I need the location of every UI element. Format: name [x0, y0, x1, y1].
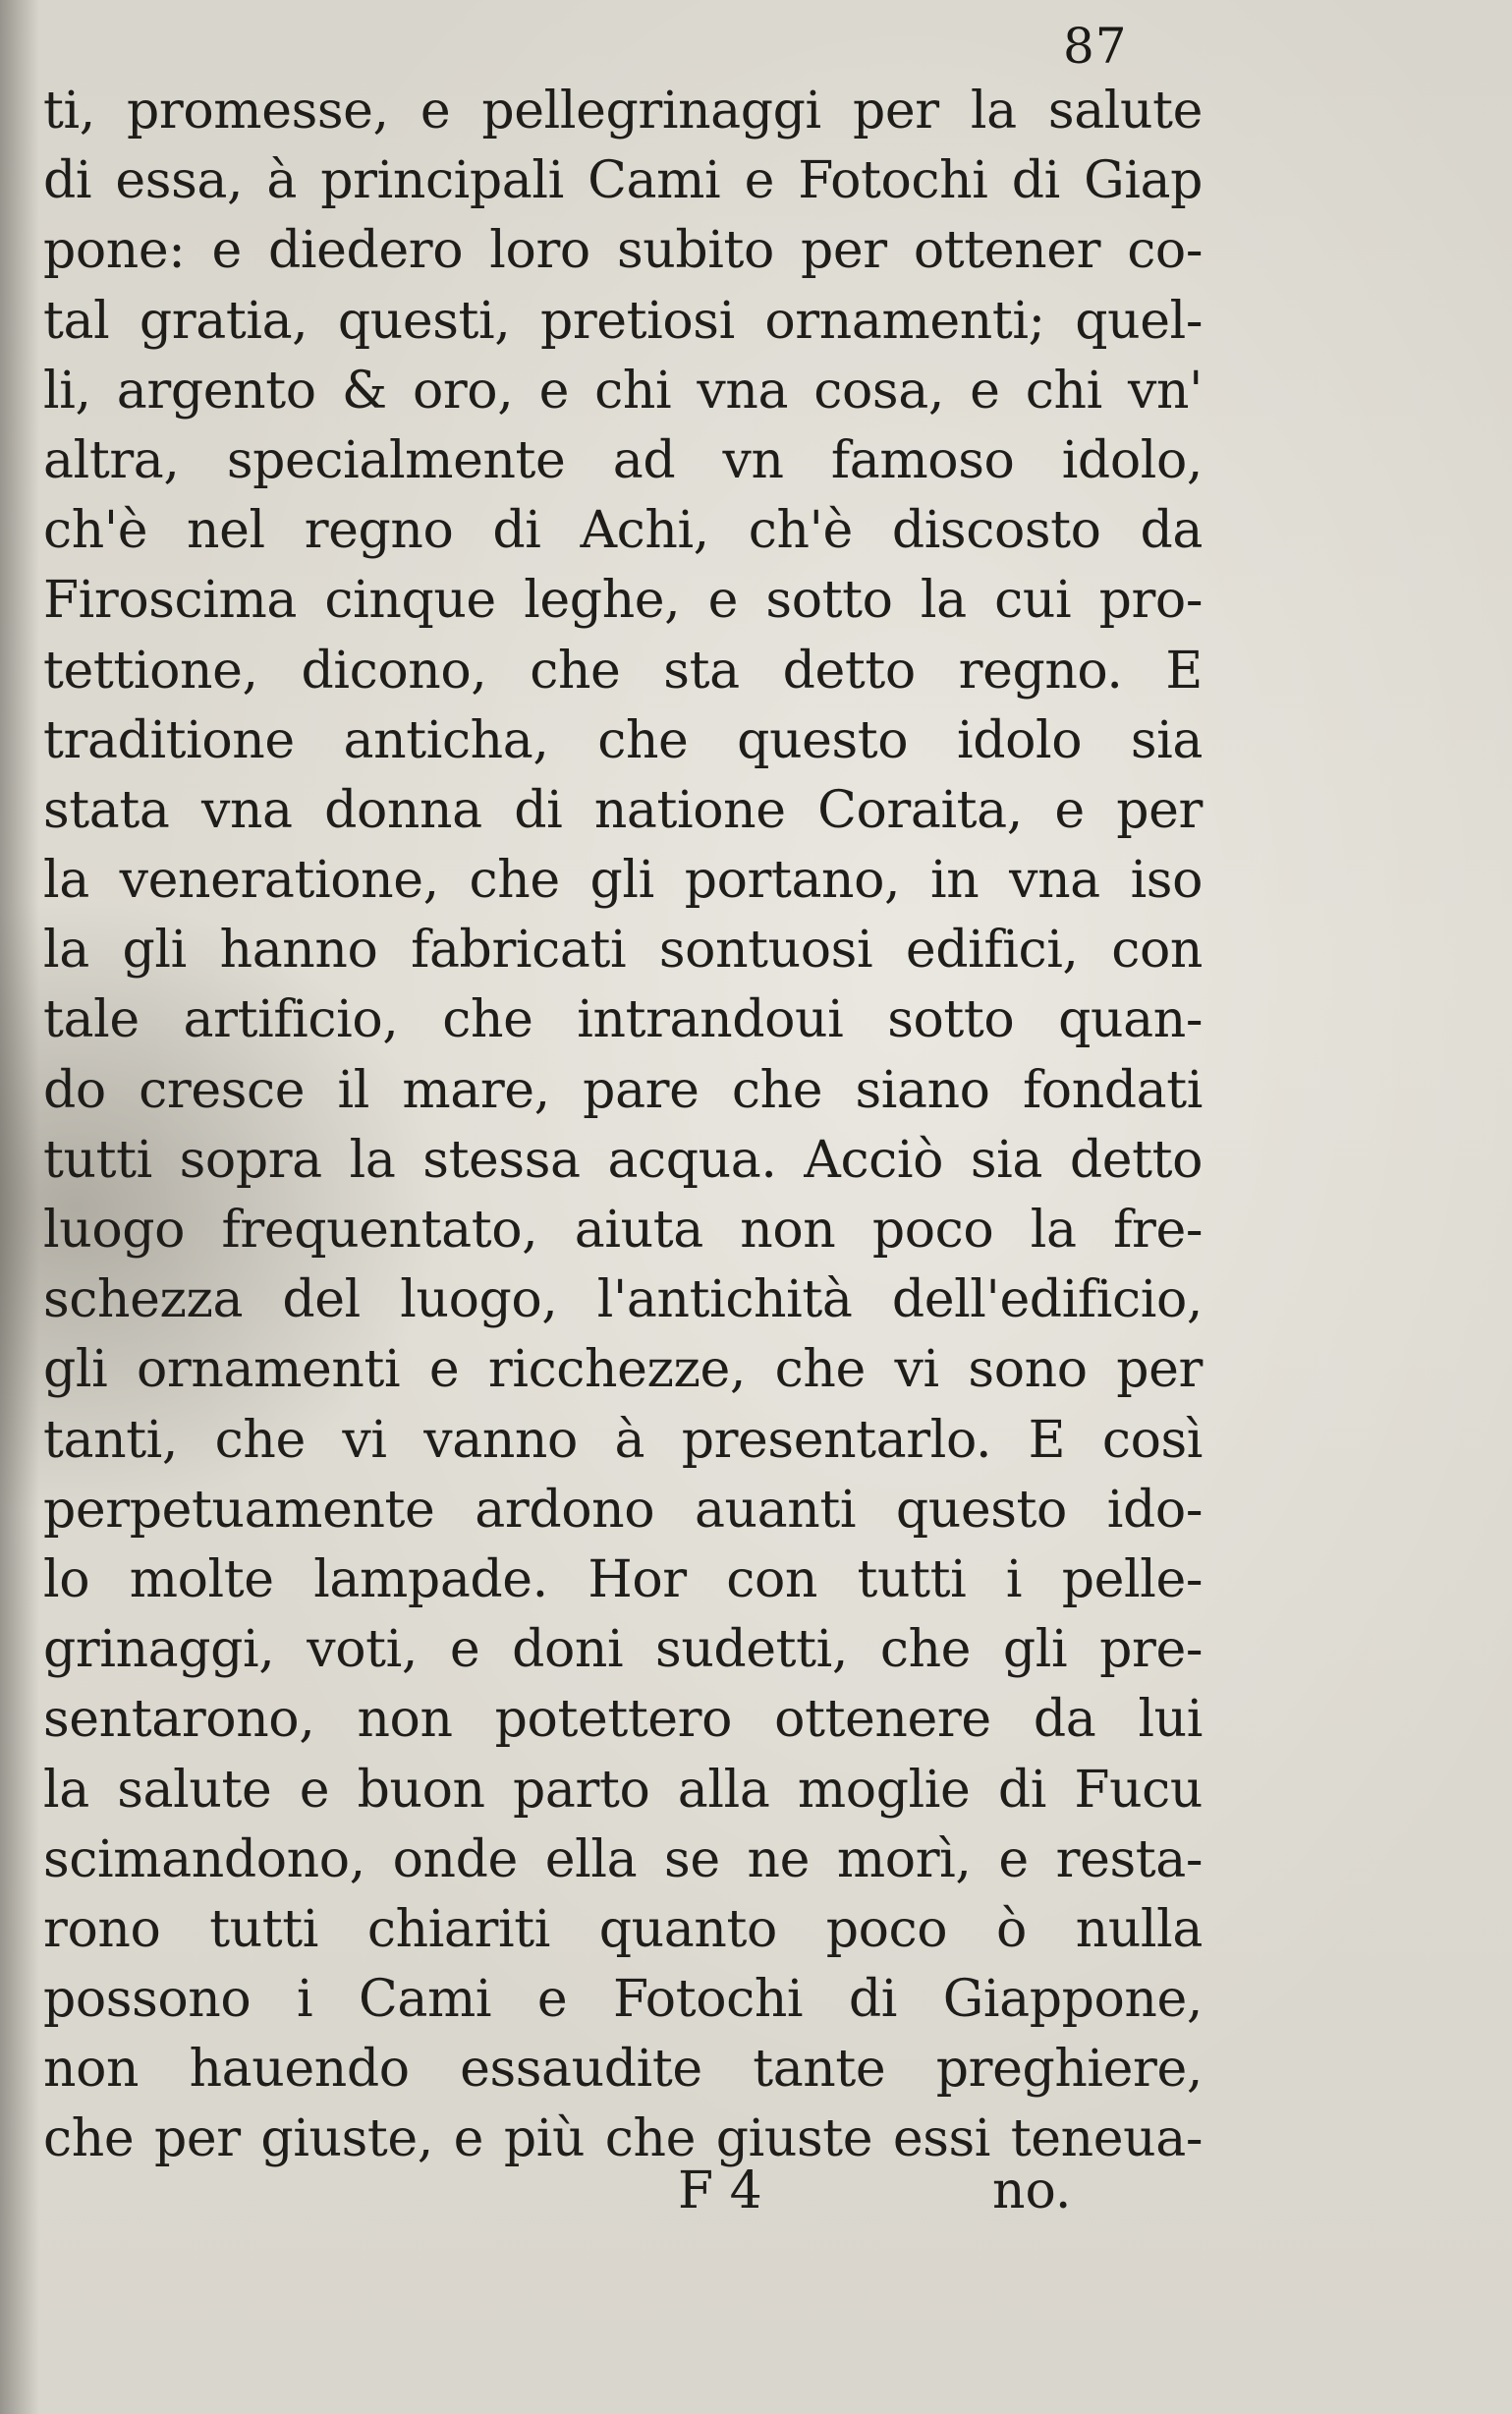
text-line: stata vna donna di natione Coraita, e per	[43, 780, 1203, 840]
text-line: tettione, dicono, che sta detto regno. E	[43, 641, 1203, 701]
text-line: la salute e buon parto alla moglie di Fucu	[43, 1760, 1203, 1820]
text-line: do cresce il mare, pare che siano fondati	[43, 1060, 1203, 1120]
text-line: scimandono, onde ella se ne morì, e resta-	[43, 1829, 1203, 1889]
text-line: di essa, à principali Cami e Fotochi di Giap	[43, 151, 1203, 211]
text-line: ti, promesse, e pellegrinaggi per la salute	[43, 82, 1203, 140]
catchword: no.	[992, 2161, 1072, 2220]
text-line: tal gratia, questi, pretiosi ornamenti; quel-	[43, 291, 1203, 351]
text-line: la veneratione, che gli portano, in vna iso	[43, 851, 1203, 911]
text-line: li, argento & oro, e chi vna cosa, e chi vn'	[43, 361, 1203, 421]
body-text	[43, 77, 1203, 2175]
text-line: Firoscima cinque leghe, e sotto la cui pro-	[43, 571, 1203, 631]
text-line: grinaggi, voti, e doni sudetti, che gli pre-	[43, 1620, 1203, 1680]
text-line: non hauendo essaudite tante preghiere,	[43, 2040, 1203, 2100]
text-line: tale artificio, che intrandoui sotto quan-	[43, 990, 1203, 1050]
text-line: traditione anticha, che questo idolo sia	[43, 710, 1203, 770]
text-line: luogo frequentato, aiuta non poco la fre-	[43, 1201, 1203, 1260]
page-footer	[0, 2161, 1512, 2230]
text-line: sentarono, non potettero ottenere da lui	[43, 1690, 1203, 1750]
text-line: lo molte lampade. Hor con tutti i pelle-	[43, 1549, 1203, 1609]
text-line: tanti, che vi vanno à presentarlo. E così	[43, 1410, 1203, 1470]
text-line: la gli hanno fabricati sontuosi edifici, con	[43, 921, 1203, 981]
text-line: pone: e diedero loro subito per ottener co-	[43, 221, 1203, 281]
text-line: schezza del luogo, l'antichità dell'edificio,	[43, 1270, 1203, 1330]
page-number: 87	[1063, 18, 1128, 75]
text-line: ch'è nel regno di Achi, ch'è discosto da	[43, 501, 1203, 561]
text-line: gli ornamenti e ricchezze, che vi sono per	[43, 1340, 1203, 1400]
text-line: tutti sopra la stessa acqua. Acciò sia detto	[43, 1130, 1203, 1190]
text-line: altra, specialmente ad vn famoso idolo,	[43, 430, 1203, 490]
text-line: perpetuamente ardono auanti questo ido-	[43, 1480, 1203, 1540]
text-line: rono tutti chiariti quanto poco ò nulla	[43, 1899, 1203, 1959]
signature-mark: F 4	[678, 2161, 762, 2220]
text-line: che per giuste, e più che giuste essi teneua-	[43, 2109, 1203, 2169]
text-line: possono i Cami e Fotochi di Giappone,	[43, 1970, 1203, 2030]
